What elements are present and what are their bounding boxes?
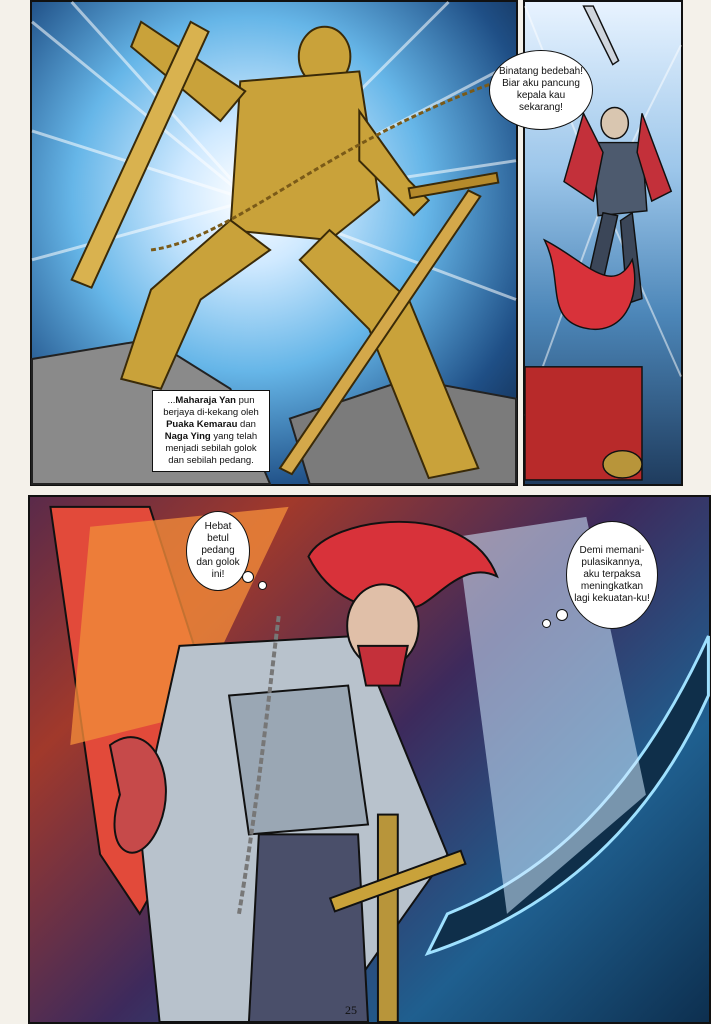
thought-dot xyxy=(556,609,568,621)
speech-bubble: Binatang bedebah! Biar aku pancung kepala kau sekarang! xyxy=(489,50,593,130)
golden-warrior-illustration xyxy=(32,2,516,484)
thought-dot xyxy=(242,571,254,583)
narration-caption: ...Maharaja Yan pun berjaya di-kekang oleh Puaka Kemarau dan Naga Ying yang telah menjadi sebilah golok dan sebilah pedang. xyxy=(152,390,270,472)
panel-golden-warrior xyxy=(30,0,518,486)
panel-armored-warrior xyxy=(499,0,683,486)
page-number: 25 xyxy=(345,1003,357,1017)
thought-dot xyxy=(258,581,267,590)
panel-red-haired-warrior xyxy=(28,495,711,1024)
thought-dot xyxy=(542,619,551,628)
thought-bubble-right: Demi memani-pulasikannya, aku terpaksa meningkatkan lagi kekuatan-ku! xyxy=(566,521,658,629)
thought-bubble-left: Hebat betul pedang dan golok ini! xyxy=(186,511,250,591)
